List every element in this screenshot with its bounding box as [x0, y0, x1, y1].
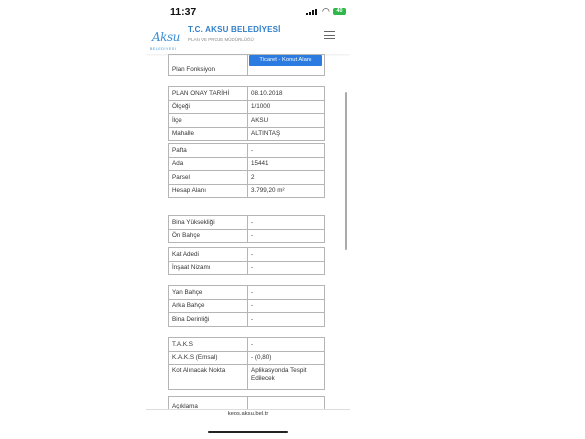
row-label: Ön Bahçe — [169, 229, 248, 243]
info-table — [168, 285, 325, 327]
hamburger-menu-icon[interactable] — [324, 31, 335, 40]
table-row — [169, 299, 325, 313]
row-label: Kat Adedi — [169, 248, 248, 262]
row-label: Hesap Alanı — [169, 184, 248, 198]
table-row — [169, 87, 325, 101]
table-row — [169, 157, 325, 171]
row-label: PLAN ONAY TARİHİ — [169, 87, 248, 101]
table-row — [169, 144, 325, 158]
row-value: 3.799,20 m² — [248, 184, 325, 198]
row-label: İlçe — [169, 114, 248, 128]
table-row — [169, 261, 325, 275]
row-value: 2 — [248, 171, 325, 185]
row-label: Ada — [169, 157, 248, 171]
info-table — [168, 337, 325, 390]
row-value: - — [248, 248, 325, 262]
row-value: 15441 — [248, 157, 325, 171]
row-label: Pafta — [169, 144, 248, 158]
wifi-icon: ◠ — [322, 6, 330, 16]
org-title: T.C. AKSU BELEDİYESİ — [188, 25, 281, 34]
table-row — [169, 365, 325, 390]
info-table — [168, 215, 325, 243]
row-value: - — [248, 299, 325, 313]
row-value: - — [248, 144, 325, 158]
row-value: - — [248, 229, 325, 243]
status-time: 11:37 — [170, 6, 197, 18]
scrollbar[interactable] — [345, 92, 347, 250]
table-row — [169, 351, 325, 365]
row-value: 1/1000 — [248, 100, 325, 114]
table-row — [169, 127, 325, 141]
info-table — [168, 247, 325, 275]
table-row — [169, 338, 325, 352]
row-value: - — [248, 216, 325, 230]
row-label: Açıklama — [169, 397, 248, 416]
info-table — [168, 143, 325, 198]
row-label: Bina Derinliği — [169, 313, 248, 327]
home-indicator[interactable] — [208, 431, 288, 433]
plan-fonksiyon-table — [168, 54, 325, 76]
row-label: Ölçeği — [169, 100, 248, 114]
table-row — [169, 286, 325, 300]
plan-fonksiyon-label: Plan Fonksiyon — [169, 55, 248, 76]
row-value: - — [248, 338, 325, 352]
row-value: - — [248, 286, 325, 300]
table-row — [169, 55, 325, 76]
table-row — [169, 100, 325, 114]
row-value: Aplikasyonda Tespit Edilecek — [248, 365, 325, 390]
row-label: İnşaat Nizamı — [169, 261, 248, 275]
row-label: Parsel — [169, 171, 248, 185]
row-value: - (0,80) — [248, 351, 325, 365]
row-value: - — [248, 313, 325, 327]
row-value: 08.10.2018 — [248, 87, 325, 101]
table-row — [169, 216, 325, 230]
plan-fonksiyon-button[interactable]: Ticaret - Konut Alanı — [249, 55, 322, 66]
row-label: Mahalle — [169, 127, 248, 141]
logo-subtext: BELEDİYESİ — [150, 47, 177, 51]
org-subtitle: PLAN VE PROJE MÜDÜRLÜĞÜ — [188, 37, 254, 42]
table-row — [169, 248, 325, 262]
battery-icon: 40 — [333, 8, 346, 15]
signal-icon — [306, 9, 320, 15]
row-label: T.A.K.S — [169, 338, 248, 352]
row-value: AKSU — [248, 114, 325, 128]
status-bar — [146, 0, 350, 22]
site-header — [146, 22, 350, 54]
table-row — [169, 171, 325, 185]
aksu-logo[interactable] — [148, 24, 184, 52]
logo-text: Aksu — [152, 30, 180, 44]
row-label: Bina Yüksekliği — [169, 216, 248, 230]
table-row — [169, 184, 325, 198]
phone-screen — [146, 0, 350, 439]
plan-fonksiyon-cell — [248, 55, 325, 76]
table-row — [169, 114, 325, 128]
row-value: ALTINTAŞ — [248, 127, 325, 141]
table-row — [169, 313, 325, 327]
row-label: Arka Bahçe — [169, 299, 248, 313]
browser-url[interactable]: keos.aksu.bel.tr — [227, 411, 269, 417]
table-row — [169, 229, 325, 243]
row-value: - — [248, 261, 325, 275]
row-label: K.A.K.S (Emsal) — [169, 351, 248, 365]
row-label: Kot Alınacak Nokta — [169, 365, 248, 390]
info-table — [168, 86, 325, 141]
row-label: Yan Bahçe — [169, 286, 248, 300]
